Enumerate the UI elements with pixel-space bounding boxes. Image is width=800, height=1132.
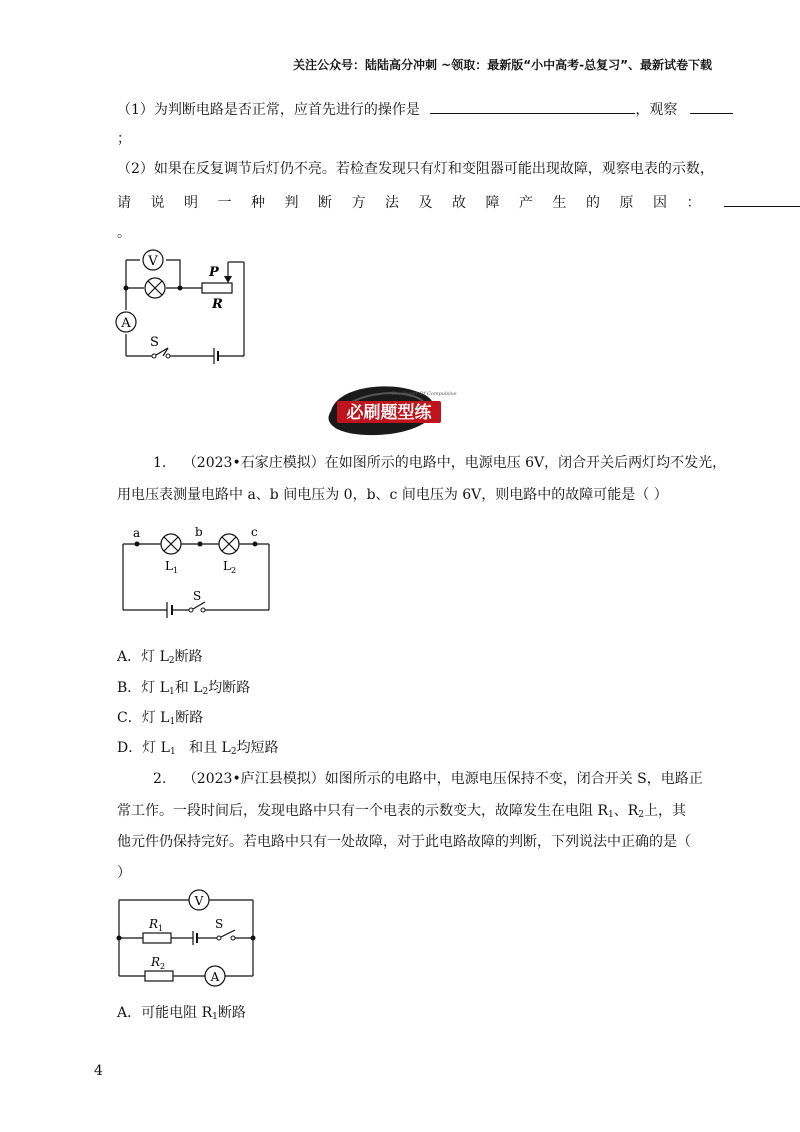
problem2-switch-label: S [215, 917, 224, 931]
problem2-number: 2. [153, 771, 167, 787]
q2-end: 。 [117, 225, 131, 241]
intro-circuit-diagram [112, 248, 272, 368]
problem1-number: 1. [153, 455, 167, 471]
problem2-text1: 如图所示的电路中，电源电压保持不变，闭合开关 S，电路正 [324, 771, 703, 787]
problem1-text1: 在如图所示的电路中，电源电压 6V，闭合开关后两灯均不发光， [324, 455, 727, 471]
problem1-option-b[interactable]: B．灯 $L_1$和 $L_2$均断路 [117, 680, 251, 697]
problem2-source: （2023•庐江县模拟） [182, 771, 325, 787]
resistor-r1-label: $R_1$ [149, 917, 164, 933]
q2-line2 [117, 192, 800, 212]
q2-line1: （2）如果在反复调节后灯仍不亮。若检查发现只有灯和变阻器可能出现故障，观察电表的示数， [117, 161, 714, 177]
q1-blank-observe [690, 99, 733, 114]
problem1-line1 [153, 454, 726, 472]
banner-title: 必刷题型练 [346, 403, 432, 423]
q1-line [117, 99, 733, 119]
problem2-line2: 常工作。一段时间后，发现电路中只有一个电表的示数变大，故障发生在电阻 $R_1$、$R_2$上，其 [117, 803, 687, 820]
node-c-label: c [251, 525, 258, 539]
lamp-l1-label: $L_1$ [165, 559, 179, 575]
intro-rheostat-label: R [212, 297, 223, 312]
q2-line2-text: 请说明一种判断方法及故障产生的原因： [117, 195, 720, 211]
intro-switch-label: S [150, 335, 159, 350]
intro-ammeter-label: A [121, 316, 131, 331]
banner-logo [327, 381, 467, 441]
problem2-option-a[interactable]: A．可能电阻 $R_1$断路 [117, 1005, 246, 1022]
q1-text: （1）为判断电路是否正常，应首先进行的操作是 [117, 102, 420, 118]
intro-slider-label: P [209, 265, 219, 280]
problem1-line2: 用电压表测量电路中 a、b 间电压为 0，b、c 间电压为 6V，则电路中的故障可能是（ ） [117, 487, 668, 503]
node-a-label: a [133, 526, 141, 540]
problem1-circuit-diagram [115, 524, 285, 624]
resistor-r2-label: $R_2$ [151, 955, 166, 971]
problem1-option-c[interactable]: C．灯 $L_1$断路 [117, 710, 204, 727]
problem2-line3: 他元件仍保持完好。若电路中只有一处故障，对于此电路故障的判断，下列说法中正确的是（ [117, 834, 691, 850]
problem1-option-a[interactable]: A．灯 $L_2$断路 [117, 649, 203, 666]
problem1-source: （2023•石家庄模拟） [182, 455, 325, 471]
node-b-label: b [195, 525, 203, 539]
intro-voltmeter-label: V [148, 254, 158, 269]
problem2-ammeter-label: A [210, 970, 220, 984]
problem2-circuit-diagram [115, 886, 265, 986]
page-number: 4 [94, 1063, 103, 1079]
lamp-l2-label: $L_2$ [223, 559, 237, 575]
page-header: 关注公众号：陆陆高分冲刺 ~领取：最新版“小中高考-总复习”、最新试卷下载 [293, 58, 712, 72]
q2-blank [724, 192, 800, 207]
problem2-line4: ） [117, 865, 131, 881]
problem2-voltmeter-label: V [194, 894, 204, 908]
problem1-switch-label: S [193, 589, 202, 603]
problem2-line1 [153, 770, 703, 788]
q1-blank-operation [430, 99, 635, 114]
q1-end: ； [117, 131, 131, 147]
problem1-option-d[interactable]: D．灯 $L_1$ 和且 $L_2$均短路 [117, 740, 279, 757]
banner-script: The Power Of Compulsive [391, 391, 457, 397]
q1-observe: ，观察 [635, 102, 678, 118]
